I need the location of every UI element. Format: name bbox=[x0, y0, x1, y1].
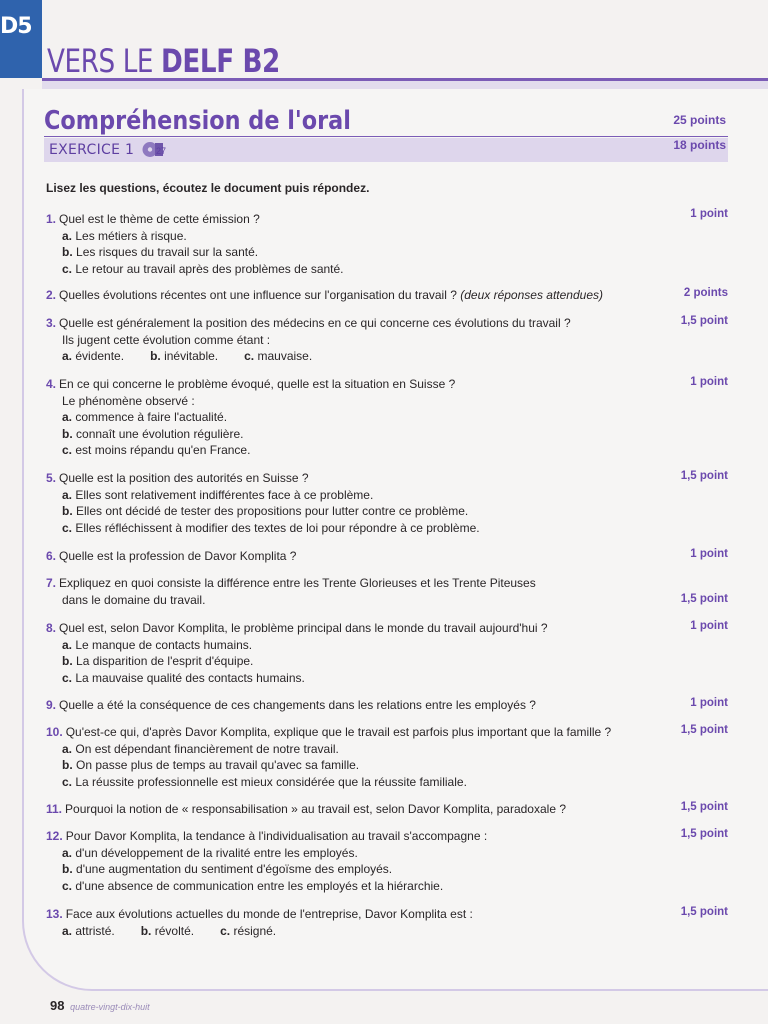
question-number: 6. bbox=[46, 549, 57, 563]
question-number: 8. bbox=[46, 621, 57, 635]
question-note: (deux réponses attendues) bbox=[460, 288, 603, 302]
option-letter: c. bbox=[62, 774, 73, 789]
answer-option bbox=[46, 503, 636, 520]
question-text: Pour Davor Komplita, la tendance à l'individualisation au travail s'accompagne : bbox=[65, 829, 488, 843]
question-number: 5. bbox=[46, 471, 57, 485]
page-footer bbox=[50, 998, 150, 1013]
question-text: Quel est le thème de cette émission ? bbox=[59, 212, 260, 226]
question-points: 1,5 point bbox=[680, 315, 728, 327]
option-text: est moins répandu qu'en France. bbox=[75, 443, 251, 457]
option-letter: b. bbox=[62, 245, 73, 259]
option-letter: a. bbox=[62, 845, 73, 860]
question-number: 2. bbox=[46, 288, 57, 302]
exercise-bar bbox=[44, 138, 728, 162]
question-points: 1,5 point bbox=[680, 724, 728, 736]
option-text: évidente. bbox=[75, 349, 125, 363]
question-line bbox=[46, 724, 636, 741]
option-text: Elles sont relativement indifférentes face à ce problème. bbox=[75, 487, 374, 502]
question-subtext: Ils jugent cette évolution comme étant : bbox=[62, 332, 271, 347]
page-header-title bbox=[47, 42, 280, 80]
option-text: révolté. bbox=[154, 923, 195, 938]
question-points: 1 point bbox=[690, 620, 728, 632]
question-text: Qu'est-ce qui, d'après Davor Komplita, explique que le travail est parfois plus important que la famille ? bbox=[65, 725, 612, 739]
answer-option bbox=[46, 774, 636, 791]
question-text: Pourquoi la notion de « responsabilisation » au travail est, selon Davor Komplita, paradoxale ? bbox=[65, 802, 567, 816]
option-letter: c. bbox=[62, 670, 73, 685]
option-text: inévitable. bbox=[164, 349, 219, 363]
answer-option bbox=[46, 861, 636, 878]
answer-option bbox=[46, 228, 636, 245]
question-number: 7. bbox=[46, 576, 57, 590]
question-line bbox=[46, 287, 636, 304]
question-line bbox=[46, 697, 636, 714]
option-text: connaît une évolution régulière. bbox=[76, 426, 244, 441]
answer-option bbox=[46, 520, 636, 537]
question-number: 10. bbox=[46, 725, 63, 739]
option-letter: a. bbox=[62, 923, 73, 938]
question bbox=[46, 620, 636, 686]
option-text: La disparition de l'esprit d'équipe. bbox=[76, 654, 254, 668]
answer-options bbox=[46, 923, 636, 940]
question-points: 1 point bbox=[690, 376, 728, 388]
option-text: d'un développement de la rivalité entre les employés. bbox=[75, 845, 358, 860]
question-line bbox=[46, 801, 636, 818]
option-letter: b. bbox=[62, 426, 73, 441]
header-rule-light bbox=[42, 81, 768, 89]
option-letter: a. bbox=[62, 349, 73, 363]
option-text: Le retour au travail après des problèmes de santé. bbox=[75, 261, 344, 276]
question bbox=[46, 211, 636, 277]
question-points: 1,5 point bbox=[680, 801, 728, 813]
answer-option bbox=[46, 261, 636, 278]
answer-option bbox=[46, 409, 636, 426]
option-text: Elles réfléchissent à modifier des textes de loi pour répondre à ce problème. bbox=[75, 520, 480, 535]
answer-option bbox=[46, 442, 636, 459]
question-text: Quel est, selon Davor Komplita, le problème principal dans le monde du travail aujourd'hui ? bbox=[59, 621, 548, 635]
option-text: La réussite professionnelle est mieux considérée que la réussite familiale. bbox=[75, 774, 467, 789]
question-number: 4. bbox=[46, 377, 57, 391]
question-text: Quelles évolutions récentes ont une influence sur l'organisation du travail ? bbox=[59, 288, 457, 302]
question-points: 1,5 point bbox=[680, 593, 728, 605]
header-title-prefix: VERS LE bbox=[47, 42, 162, 80]
question bbox=[46, 575, 636, 608]
option-letter: b. bbox=[62, 758, 73, 772]
instructions: Lisez les questions, écoutez le document puis répondez. bbox=[46, 181, 370, 195]
option-letter: c. bbox=[62, 520, 73, 535]
question-points: 1 point bbox=[690, 548, 728, 560]
answer-option bbox=[141, 924, 194, 938]
question-points: 1 point bbox=[690, 208, 728, 220]
audio-track-number: 27 bbox=[156, 146, 167, 156]
question-text: Quelle est la profession de Davor Komplita ? bbox=[59, 549, 297, 563]
option-letter: a. bbox=[62, 487, 73, 502]
option-text: commence à faire l'actualité. bbox=[75, 410, 228, 424]
option-text: Les risques du travail sur la santé. bbox=[76, 245, 259, 259]
option-letter: c. bbox=[62, 261, 73, 276]
question-points: 2 points bbox=[683, 287, 728, 299]
exercise-points: 18 points bbox=[673, 138, 726, 152]
answer-option bbox=[46, 741, 636, 758]
question bbox=[46, 724, 636, 790]
answer-option bbox=[46, 670, 636, 687]
unit-tab-label: D5 bbox=[0, 14, 32, 39]
answer-option bbox=[46, 845, 636, 862]
question-line bbox=[46, 376, 636, 393]
question-points: 1,5 point bbox=[680, 906, 728, 918]
question-line bbox=[46, 548, 636, 565]
option-letter: c. bbox=[62, 443, 73, 457]
option-text: mauvaise. bbox=[257, 349, 313, 363]
answer-option bbox=[46, 426, 636, 443]
section-title: Compréhension de l'oral bbox=[44, 106, 351, 136]
option-letter: b. bbox=[140, 923, 152, 938]
question-subtext: dans le domaine du travail. bbox=[62, 592, 206, 607]
question-number: 11. bbox=[46, 802, 63, 816]
option-text: attristé. bbox=[75, 923, 115, 938]
answer-option bbox=[46, 487, 636, 504]
answer-option bbox=[150, 349, 218, 363]
question bbox=[46, 906, 636, 939]
question-text: En ce qui concerne le problème évoqué, quelle est la situation en Suisse ? bbox=[59, 377, 456, 391]
section-points: 25 points bbox=[673, 113, 726, 127]
option-letter: b. bbox=[150, 349, 161, 363]
option-text: La mauvaise qualité des contacts humains. bbox=[75, 670, 305, 685]
answer-option bbox=[46, 653, 636, 670]
option-letter: a. bbox=[62, 637, 73, 652]
question-number: 3. bbox=[46, 316, 57, 330]
question-line bbox=[46, 211, 636, 228]
answer-option bbox=[46, 757, 636, 774]
question-number: 13. bbox=[46, 907, 63, 921]
question bbox=[46, 470, 636, 536]
question-points: 1 point bbox=[690, 697, 728, 709]
question-subtext: Le phénomène observé : bbox=[62, 393, 195, 408]
option-letter: c. bbox=[62, 878, 73, 893]
question bbox=[46, 801, 636, 818]
answer-option bbox=[46, 244, 636, 261]
answer-option bbox=[62, 349, 124, 363]
unit-tab bbox=[0, 0, 42, 78]
option-text: résigné. bbox=[233, 923, 277, 938]
option-text: Les métiers à risque. bbox=[75, 228, 187, 243]
question bbox=[46, 828, 636, 894]
question-number: 1. bbox=[46, 212, 57, 226]
question-line bbox=[46, 470, 636, 487]
answer-option bbox=[62, 924, 115, 938]
answer-options bbox=[46, 348, 636, 365]
question bbox=[46, 315, 636, 365]
option-text: Le manque de contacts humains. bbox=[75, 637, 253, 652]
option-letter: a. bbox=[62, 741, 73, 756]
page-number: 98 bbox=[50, 998, 65, 1013]
question bbox=[46, 376, 636, 459]
option-text: d'une augmentation du sentiment d'égoïsme des employés. bbox=[76, 862, 393, 876]
option-text: On passe plus de temps au travail qu'avec sa famille. bbox=[76, 758, 360, 772]
question-number: 12. bbox=[46, 829, 63, 843]
question-line bbox=[46, 315, 636, 332]
answer-option bbox=[46, 878, 636, 895]
header-title-bold: DELF B2 bbox=[161, 42, 280, 80]
question bbox=[46, 548, 636, 565]
option-letter: b. bbox=[62, 504, 73, 518]
question-points: 1,5 point bbox=[680, 828, 728, 840]
question-text: Quelle est généralement la position des médecins en ce qui concerne ces évolutions du travail ? bbox=[59, 316, 571, 330]
question-text: Quelle est la position des autorités en Suisse ? bbox=[59, 471, 309, 485]
option-text: On est dépendant financièrement de notre travail. bbox=[75, 741, 339, 756]
question-text: Face aux évolutions actuelles du monde de l'entreprise, Davor Komplita est : bbox=[65, 907, 473, 921]
section-rule bbox=[44, 136, 728, 137]
question-line bbox=[46, 906, 636, 923]
option-letter: b. bbox=[62, 654, 73, 668]
option-letter: a. bbox=[62, 410, 73, 424]
question-line bbox=[46, 620, 636, 637]
question-line bbox=[46, 575, 636, 592]
option-text: Elles ont décidé de tester des propositions pour lutter contre ce problème. bbox=[76, 504, 469, 518]
question-text: Expliquez en quoi consiste la différence entre les Trente Glorieuses et les Trente Piteuses bbox=[59, 576, 536, 590]
option-letter: a. bbox=[62, 228, 73, 243]
question bbox=[46, 287, 636, 304]
exercise-label: EXERCICE 1 bbox=[49, 142, 135, 158]
question-text: Quelle a été la conséquence de ces changements dans les relations entre les employés ? bbox=[59, 698, 536, 712]
question bbox=[46, 697, 636, 714]
question-number: 9. bbox=[46, 698, 57, 712]
answer-option bbox=[220, 924, 276, 938]
page-number-words: quatre-vingt-dix-huit bbox=[70, 1002, 150, 1012]
answer-option bbox=[46, 637, 636, 654]
option-text: d'une absence de communication entre les employés et la hiérarchie. bbox=[75, 878, 444, 893]
question-line bbox=[46, 828, 636, 845]
option-letter: c. bbox=[220, 923, 231, 938]
question-points: 1,5 point bbox=[680, 470, 728, 482]
option-letter: b. bbox=[62, 862, 73, 876]
option-letter: c. bbox=[244, 349, 255, 363]
answer-option bbox=[244, 349, 312, 363]
